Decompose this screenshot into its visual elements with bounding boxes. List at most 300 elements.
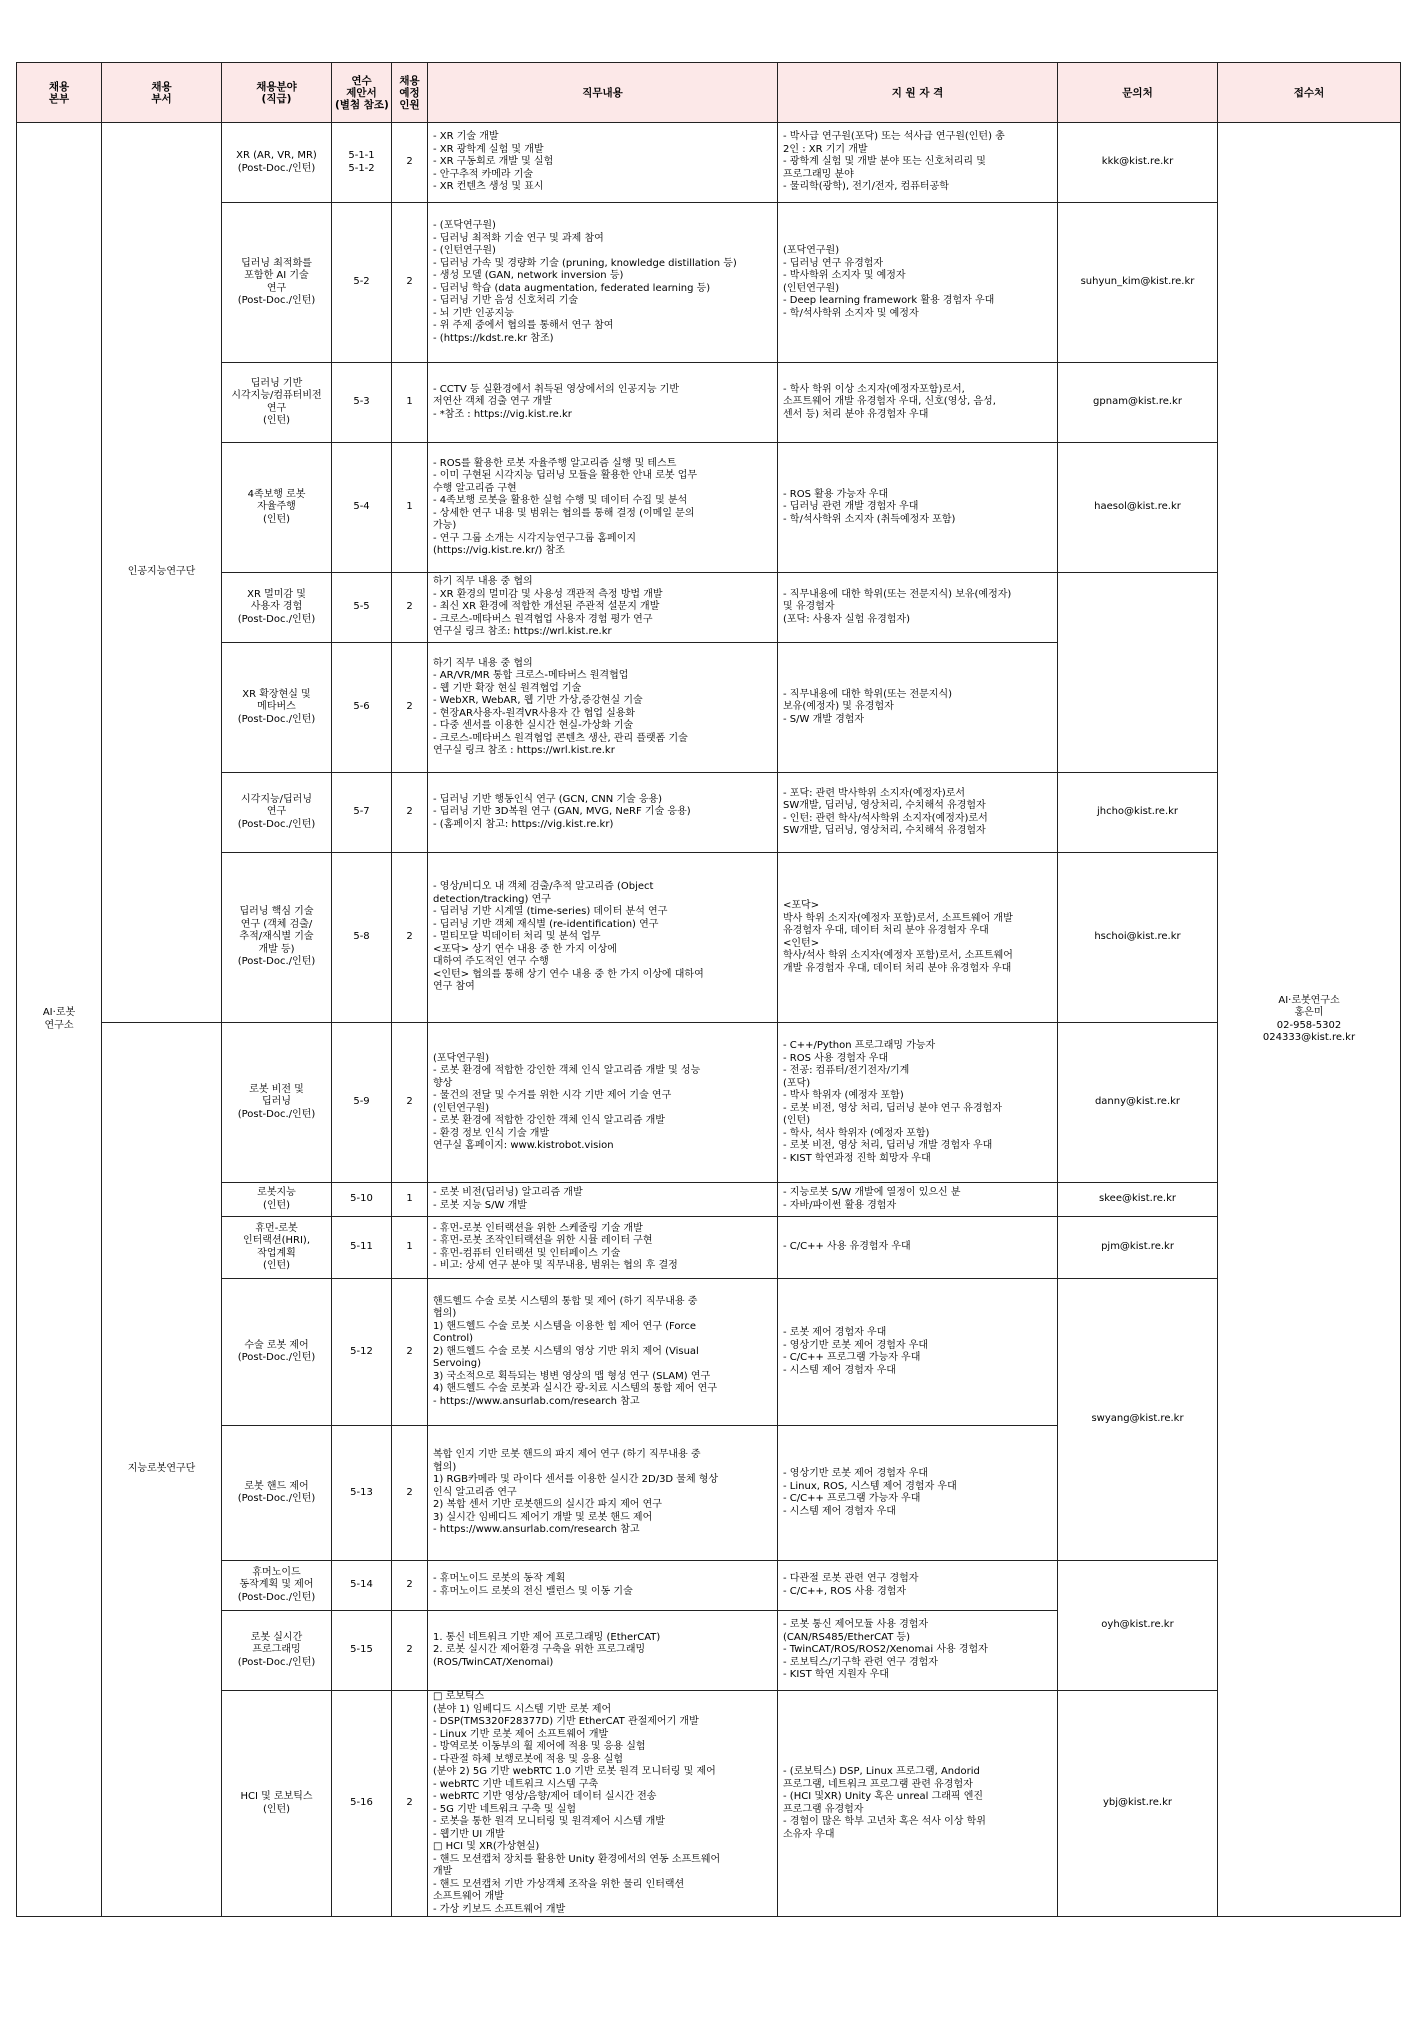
text-line: - C++/Python 프로그래밍 가능자 bbox=[783, 1040, 936, 1051]
text-line: - 딥러닝 관련 개발 경험자 우대 bbox=[783, 501, 919, 513]
contact-cell bbox=[1058, 773, 1218, 853]
recruitment-table-wrapper bbox=[16, 62, 1400, 1917]
code-cell bbox=[332, 1426, 392, 1561]
text-line: 5-9 bbox=[353, 1096, 370, 1108]
count-cell bbox=[392, 123, 428, 203]
text-line: <포닥> bbox=[783, 900, 820, 911]
text-line: - 크로스-메타버스 원격협업 콘텐츠 생산, 관리 플랫폼 기술 bbox=[433, 732, 688, 744]
table-row bbox=[17, 1217, 1401, 1279]
text-line: - XR 환경의 멀미감 및 사용성 객관적 측정 방법 개발 bbox=[433, 588, 663, 600]
duty-cell bbox=[428, 1691, 778, 1917]
text-line: 핸드헬드 수술 로봇 시스템의 통합 및 제어 (하기 직무내용 중 bbox=[433, 1295, 698, 1307]
text-line: 인원 bbox=[399, 98, 420, 111]
text-line: - S/W 개발 경험자 bbox=[783, 713, 865, 725]
text-line: (포닥: 사용자 실험 유경험자) bbox=[783, 613, 910, 625]
duty-cell bbox=[428, 853, 778, 1023]
field-cell bbox=[222, 443, 332, 573]
text-line: - 직무내용에 대한 학위(또는 전문지식) 보유(예정자) bbox=[783, 588, 1012, 600]
qual-cell bbox=[778, 643, 1058, 773]
text-line: (직급) bbox=[261, 92, 292, 105]
text-line: 5-1-2 bbox=[348, 162, 375, 174]
text-line: (CAN/RS485/EtherCAT 등) bbox=[783, 1631, 911, 1643]
text-line: 복합 인지 기반 로봇 핸드의 파지 제어 연구 (하기 직무내용 중 bbox=[433, 1449, 701, 1461]
text-line: 02-958-5302 bbox=[1276, 1019, 1342, 1031]
text-line: - XR 기술 개발 bbox=[433, 131, 499, 143]
text-line: 2 bbox=[406, 156, 413, 168]
text-line: - 학/석사학위 소지자 (취득예정자 포함) bbox=[783, 513, 956, 525]
header-code bbox=[332, 63, 392, 123]
contact-cell bbox=[1058, 853, 1218, 1023]
text-line: - 다중 센서를 이용한 실시간 현실-가상화 기술 bbox=[433, 720, 634, 731]
text-line: - XR 구동회로 개발 및 실험 bbox=[433, 156, 554, 168]
text-line: - (인턴연구원) bbox=[433, 245, 496, 256]
contact-cell bbox=[1058, 363, 1218, 443]
text-line: detection/tracking) 연구 bbox=[433, 893, 551, 905]
text-line: 인식 알고리즘 연구 bbox=[433, 1486, 517, 1498]
contact-cell bbox=[1058, 443, 1218, 573]
text-line: (ROS/TwinCAT/Xenomai) bbox=[433, 1656, 554, 1668]
text-line: - 딥러닝 기반 시계열 (time-series) 데이터 분석 연구 bbox=[433, 906, 668, 918]
text-line: 5-14 bbox=[350, 1579, 373, 1591]
text-line: - 다관절 하체 보행로봇에 적용 및 응용 실험 bbox=[433, 1753, 624, 1765]
table-row bbox=[17, 1183, 1401, 1217]
count-cell bbox=[392, 773, 428, 853]
text-line: 3) 국소적으로 획득되는 병변 영상의 맵 형성 연구 (SLAM) 연구 bbox=[433, 1370, 711, 1382]
text-line: 지능로봇연구단 bbox=[127, 1463, 196, 1475]
text-line: - 웹기반 UI 개발 bbox=[433, 1828, 505, 1840]
text-line: - 시스템 제어 경험자 우대 bbox=[783, 1364, 896, 1376]
text-line: 딥러닝 핵심 기술 bbox=[239, 906, 314, 918]
contact-cell bbox=[1058, 1217, 1218, 1279]
field-cell bbox=[222, 363, 332, 443]
text-line: <인턴> bbox=[783, 937, 820, 949]
text-line: (Post-Doc./인턴) bbox=[237, 1656, 316, 1668]
text-line: - ROS를 활용한 로봇 자율주행 알고리즘 실행 및 테스트 bbox=[433, 457, 677, 469]
text-line: 작업계획 bbox=[257, 1247, 296, 1259]
text-line: 5-15 bbox=[350, 1644, 373, 1656]
contact-cell bbox=[1058, 1561, 1218, 1691]
text-line: (별첨 참조) bbox=[335, 98, 389, 111]
text-line: 5-7 bbox=[353, 806, 370, 818]
text-line: - 현장AR사용자-원격VR사용자 간 협업 실용화 bbox=[433, 707, 636, 719]
text-line: (인턴) bbox=[783, 1115, 811, 1126]
contact-cell bbox=[1058, 573, 1218, 773]
table-row bbox=[17, 203, 1401, 363]
text-line: <인턴> 협의를 통해 상기 연수 내용 중 한 가지 이상에 대하여 bbox=[433, 968, 704, 980]
text-line: 하기 직무 내용 중 협의 bbox=[433, 576, 533, 588]
text-line: (Post-Doc./인턴) bbox=[237, 295, 316, 306]
duty-cell bbox=[428, 203, 778, 363]
text-line: 채용 bbox=[399, 74, 420, 87]
text-line: - 최신 XR 환경에 적합한 개선된 주관적 설문지 개발 bbox=[433, 601, 660, 613]
text-line: - 환경 정보 인식 기술 개발 bbox=[433, 1127, 550, 1139]
contact-cell bbox=[1058, 203, 1218, 363]
text-line: 딥러닝 bbox=[262, 1096, 291, 1108]
duty-cell bbox=[428, 1561, 778, 1611]
text-line: - 로봇 환경에 적합한 강인한 객체 인식 알고리즘 개발 및 성능 bbox=[433, 1065, 701, 1076]
text-line: - https://www.ansurlab.com/research 참고 bbox=[433, 1524, 640, 1536]
text-line: 인공지능연구단 bbox=[127, 566, 196, 578]
text-line: 연구 bbox=[266, 282, 287, 294]
code-cell bbox=[332, 1183, 392, 1217]
duty-cell bbox=[428, 1183, 778, 1217]
text-line: (인턴) bbox=[262, 1803, 291, 1815]
text-line: 채용 bbox=[151, 80, 172, 93]
text-line: 024333@kist.re.kr bbox=[1262, 1032, 1356, 1043]
count-cell bbox=[392, 643, 428, 773]
header-duty bbox=[428, 63, 778, 123]
text-line: - 휴머노이드 로봇의 전신 밸런스 및 이동 기술 bbox=[433, 1585, 633, 1597]
text-line: - WebXR, WebAR, 웹 기반 가상,증강현실 기술 bbox=[433, 695, 643, 706]
text-line: 부서 bbox=[151, 92, 172, 105]
text-line: 수행 알고리즘 구현 bbox=[433, 482, 517, 494]
header-dept bbox=[102, 63, 222, 123]
text-line: 유경험자 우대, 데이터 처리 분야 유경험자 우대 bbox=[783, 925, 989, 936]
code-cell bbox=[332, 1691, 392, 1917]
text-line: 2) 복합 센서 기반 로봇핸드의 실시간 파지 제어 연구 bbox=[433, 1499, 662, 1511]
text-line: - 핸드 모션캡처 장치를 활용한 Unity 환경에서의 연동 소프트웨어 bbox=[433, 1853, 721, 1865]
text-line: - Linux, ROS, 시스템 제어 경험자 우대 bbox=[783, 1480, 957, 1492]
text-line: 4족보행 로봇 bbox=[247, 488, 306, 500]
text-line: 프로그램 유경험자 bbox=[783, 1803, 864, 1815]
text-line: 2인 : XR 기기 개발 bbox=[783, 143, 868, 155]
text-line: (https://vig.kist.re.kr/) 참조 bbox=[433, 545, 565, 556]
text-line: oyh@kist.re.kr bbox=[1101, 1619, 1174, 1631]
text-line: 소유자 우대 bbox=[783, 1828, 835, 1840]
text-line: - KIST 학연과정 진학 희망자 우대 bbox=[783, 1152, 931, 1164]
text-line: 수술 로봇 제어 bbox=[244, 1339, 309, 1351]
text-line: 저연산 객체 검출 연구 개발 bbox=[433, 396, 552, 408]
text-line: - C/C++, ROS 사용 경험자 bbox=[783, 1585, 907, 1597]
text-line: - 인턴: 관련 학사/석사학위 소지자(예정자)로서 bbox=[783, 812, 988, 824]
contact-cell bbox=[1058, 1183, 1218, 1217]
text-line: (인턴) bbox=[262, 415, 291, 426]
text-line: - 4족보행 로봇을 활용한 실험 수행 및 데이터 수집 및 분석 bbox=[433, 495, 688, 506]
duty-cell bbox=[428, 773, 778, 853]
text-line: 연구소 bbox=[44, 1019, 74, 1031]
text-line: - *참조 : https://vig.kist.re.kr bbox=[433, 408, 572, 420]
duty-cell bbox=[428, 1279, 778, 1426]
field-cell bbox=[222, 1691, 332, 1917]
duty-cell bbox=[428, 573, 778, 643]
text-line: (Post-Doc./인턴) bbox=[237, 1108, 316, 1120]
text-line: - 위 주제 중에서 협의를 통해서 연구 참여 bbox=[433, 320, 614, 331]
qual-cell bbox=[778, 203, 1058, 363]
text-line: XR 확장현실 및 bbox=[242, 688, 311, 700]
recruitment-table bbox=[16, 62, 1401, 1917]
table-row bbox=[17, 573, 1401, 643]
text-line: - Linux 기반 로봇 제어 소프트웨어 개발 bbox=[433, 1728, 609, 1740]
text-line: - 로봇 제어 경험자 우대 bbox=[783, 1327, 887, 1338]
text-line: - 딥러닝 가속 및 경량화 기술 (pruning, knowledge distillation 등) bbox=[433, 257, 737, 269]
text-line: 포함한 AI 기술 bbox=[244, 270, 309, 281]
text-line: 휴머노이드 bbox=[252, 1566, 301, 1578]
text-line: 보유(예정자) 및 유경험자 bbox=[783, 701, 894, 713]
text-line: SW개발, 딥러닝, 영상처리, 수치해석 유경험자 bbox=[783, 825, 986, 836]
field-cell bbox=[222, 1561, 332, 1611]
text-line: - CCTV 등 실환경에서 취득된 영상에서의 인공지능 기반 bbox=[433, 383, 679, 395]
text-line: 2 bbox=[406, 276, 413, 288]
duty-cell bbox=[428, 1426, 778, 1561]
table-row bbox=[17, 773, 1401, 853]
text-line: - 딥러닝 연구 유경험자 bbox=[783, 257, 884, 269]
text-line: (Post-Doc./인턴) bbox=[237, 818, 316, 830]
text-line: - 딥러닝 최적화 기술 연구 및 과제 참여 bbox=[433, 232, 604, 244]
text-line: (인턴연구원) bbox=[783, 282, 840, 294]
text-line: Servoing) bbox=[433, 1358, 482, 1370]
text-line: - 물건의 전달 및 수거를 위한 시각 기반 제어 기술 연구 bbox=[433, 1090, 672, 1101]
text-line: 프로그래밍 bbox=[252, 1644, 301, 1656]
count-cell bbox=[392, 1426, 428, 1561]
text-line: 연구실 홈페이지: www.kistrobot.vision bbox=[433, 1140, 614, 1151]
text-line: (Post-Doc./인턴) bbox=[237, 956, 316, 968]
text-line: - https://www.ansurlab.com/research 참고 bbox=[433, 1395, 640, 1407]
text-line: (포닥) bbox=[783, 1077, 811, 1089]
header-count bbox=[392, 63, 428, 123]
text-line: 로봇 실시간 bbox=[250, 1631, 303, 1643]
header-field bbox=[222, 63, 332, 123]
table-body bbox=[17, 123, 1401, 1917]
text-line: AI·로봇 bbox=[42, 1007, 76, 1018]
text-line: - 크로스-메타버스 원격협업 사용자 경험 평가 연구 bbox=[433, 613, 653, 625]
field-cell bbox=[222, 123, 332, 203]
text-line: hschoi@kist.re.kr bbox=[1094, 931, 1181, 943]
text-line: 로봇지능 bbox=[257, 1187, 296, 1198]
field-cell bbox=[222, 1611, 332, 1691]
text-line: - 생성 모델 (GAN, network inversion 등) bbox=[433, 270, 624, 281]
text-line: 연구 bbox=[266, 402, 287, 414]
text-line: Control) bbox=[433, 1333, 474, 1345]
text-line: 1 bbox=[406, 396, 413, 408]
text-line: 5-13 bbox=[350, 1486, 373, 1498]
text-line: - 연구 그룹 소개는 시각지능연구그룹 홈페이지 bbox=[433, 532, 637, 544]
text-line: jhcho@kist.re.kr bbox=[1096, 806, 1179, 818]
text-line: - 박사 학위자 (예정자 포함) bbox=[783, 1090, 904, 1101]
text-line: - 멀티모달 빅데이터 처리 및 분석 업무 bbox=[433, 931, 601, 943]
field-cell bbox=[222, 1426, 332, 1561]
text-line: 학사/석사 학위 소지자(예정자 포함)로서, 소프트웨어 bbox=[783, 950, 1013, 961]
code-cell bbox=[332, 853, 392, 1023]
text-line: 센서 등) 처리 분야 유경험자 우대 bbox=[783, 408, 929, 420]
field-cell bbox=[222, 1217, 332, 1279]
code-cell bbox=[332, 443, 392, 573]
text-line: - 로봇 통신 제어모듈 사용 경험자 bbox=[783, 1619, 929, 1631]
qual-cell bbox=[778, 1561, 1058, 1611]
count-cell bbox=[392, 1217, 428, 1279]
text-line: 채용 bbox=[48, 80, 70, 93]
text-line: - 휴먼-로봇 조작인터랙션을 위한 시뮬 레이터 구현 bbox=[433, 1235, 653, 1246]
text-line: 5-2 bbox=[353, 276, 370, 288]
table-row bbox=[17, 853, 1401, 1023]
text-line: 및 유경험자 bbox=[783, 601, 835, 613]
text-line: - 영상기반 로봇 제어 경험자 우대 bbox=[783, 1339, 929, 1351]
code-cell bbox=[332, 643, 392, 773]
text-line: 1) 핸드헬드 수술 로봇 시스템을 이용한 힘 제어 연구 (Force bbox=[433, 1320, 697, 1332]
count-cell bbox=[392, 443, 428, 573]
text-line: (인턴연구원) bbox=[433, 1102, 490, 1114]
text-line: 휴먼-로봇 bbox=[255, 1222, 298, 1234]
text-line: 협의) bbox=[433, 1461, 457, 1473]
text-line: 2 bbox=[406, 1096, 413, 1108]
text-line: - 영상기반 로봇 제어 경험자 우대 bbox=[783, 1468, 929, 1479]
text-line: - 딥러닝 기반 3D복원 연구 (GAN, MVG, NeRF 기술 응용) bbox=[433, 806, 691, 818]
text-line: 추적/재식별 기술 bbox=[239, 931, 314, 943]
text-line: 시각지능/딥러닝 bbox=[241, 793, 312, 805]
text-line: - 휴머노이드 로봇의 동작 계획 bbox=[433, 1573, 566, 1584]
text-line: - 이미 구현된 시각지능 딥러닝 모듈을 활용한 안내 로봇 업무 bbox=[433, 470, 698, 481]
text-line: 동작계획 및 제어 bbox=[239, 1579, 314, 1591]
text-line: (포닥연구원) bbox=[433, 1052, 490, 1064]
count-cell bbox=[392, 853, 428, 1023]
text-line: 3) 실시간 임베디드 제어기 개발 및 로봇 핸드 제어 bbox=[433, 1511, 653, 1523]
text-line: suhyun_kim@kist.re.kr bbox=[1080, 276, 1195, 288]
text-line: 연구실 링크 참조: https://wrl.kist.re.kr bbox=[433, 626, 612, 638]
text-line: - webRTC 기반 영상/음향/제어 데이터 실시간 전송 bbox=[433, 1791, 657, 1802]
text-line: 직무내용 bbox=[582, 86, 623, 99]
text-line: - 로봇을 통한 원격 모니터링 및 원격제어 시스템 개발 bbox=[433, 1816, 665, 1827]
text-line: - 경험이 많은 학부 고년차 혹은 석사 이상 학위 bbox=[783, 1816, 986, 1827]
text-line: (Post-Doc./인턴) bbox=[237, 613, 316, 625]
text-line: swyang@kist.re.kr bbox=[1091, 1413, 1184, 1425]
text-line: - KIST 학연 지원자 우대 bbox=[783, 1669, 889, 1681]
text-line: 1 bbox=[406, 1241, 413, 1253]
text-line: - 뇌 기반 인공지능 bbox=[433, 307, 514, 319]
text-line: - (홈페이지 참고: https://vig.kist.re.kr) bbox=[433, 818, 614, 830]
text-line: 박사 학위 소지자(예정자 포함)로서, 소프트웨어 개발 bbox=[783, 912, 1013, 924]
text-line: 메타버스 bbox=[257, 701, 296, 713]
text-line: - C/C++ 프로그램 가능자 우대 bbox=[783, 1352, 921, 1363]
table-row bbox=[17, 443, 1401, 573]
text-line: 프로그램, 네트워크 프로그램 관련 유경험자 bbox=[783, 1778, 973, 1790]
code-cell bbox=[332, 1561, 392, 1611]
text-line: - 딥러닝 기반 객체 재식별 (re-identification) 연구 bbox=[433, 918, 659, 930]
text-line: 5-8 bbox=[353, 931, 370, 943]
text-line: (Post-Doc./인턴) bbox=[237, 162, 316, 174]
text-line: - 딥러닝 기반 행동인식 연구 (GCN, CNN 기술 응용) bbox=[433, 793, 663, 805]
text-line: 협의) bbox=[433, 1308, 457, 1320]
text-line: 5-3 bbox=[353, 396, 370, 408]
text-line: - 로봇 비전, 영상 처리, 딥러닝 개발 경험자 우대 bbox=[783, 1140, 993, 1151]
text-line: 2 bbox=[406, 701, 413, 713]
header-division bbox=[17, 63, 102, 123]
text-line: kkk@kist.re.kr bbox=[1101, 156, 1174, 168]
table-row bbox=[17, 1561, 1401, 1611]
text-line: 채용분야 bbox=[256, 80, 297, 93]
text-line: - 5G 기반 네트워크 구축 및 실험 bbox=[433, 1803, 577, 1815]
text-line: 연수 bbox=[351, 74, 372, 87]
qual-cell bbox=[778, 773, 1058, 853]
text-line: XR (AR, VR, MR) bbox=[236, 150, 317, 161]
text-line: 5-10 bbox=[350, 1193, 373, 1205]
text-line: 1 bbox=[406, 501, 413, 513]
text-line: - webRTC 기반 네트워크 시스템 구축 bbox=[433, 1778, 599, 1790]
text-line: 사용자 경험 bbox=[250, 601, 303, 613]
text-line: - 박사급 연구원(포닥) 또는 석사급 연구원(인턴) 총 bbox=[783, 131, 1005, 143]
text-line: □ 로보틱스 bbox=[433, 1691, 485, 1702]
contact-cell bbox=[1058, 1279, 1218, 1561]
text-line: HCI 및 로보틱스 bbox=[240, 1791, 313, 1802]
text-line: - 딥러닝 학습 (data augmentation, federated learning 등) bbox=[433, 282, 711, 294]
field-cell bbox=[222, 1279, 332, 1426]
text-line: - 학/석사학위 소지자 및 예정자 bbox=[783, 307, 919, 319]
text-line: - 로보틱스/기구학 관련 연구 경험자 bbox=[783, 1656, 938, 1668]
text-line: 4) 핸드헬드 수술 로봇과 실시간 광-치료 시스템의 통합 제어 연구 bbox=[433, 1383, 717, 1395]
text-line: - 물리학(광학), 전기/전자, 컴퓨터공학 bbox=[783, 181, 949, 193]
text-line: - 로봇 비전(딥러닝) 알고리즘 개발 bbox=[433, 1187, 583, 1198]
text-line: 딥러닝 기반 bbox=[250, 377, 303, 389]
contact-cell bbox=[1058, 1023, 1218, 1183]
header-contact bbox=[1058, 63, 1218, 123]
text-line: 제안서 bbox=[346, 86, 377, 99]
text-line: 5-1-1 bbox=[348, 150, 375, 161]
text-line: 하기 직무 내용 중 협의 bbox=[433, 657, 533, 669]
text-line: 5-5 bbox=[353, 601, 370, 613]
field-cell bbox=[222, 853, 332, 1023]
qual-cell bbox=[778, 1426, 1058, 1561]
text-line: 5-11 bbox=[350, 1241, 373, 1253]
text-line: - 자바/파이썬 활용 경험자 bbox=[783, 1199, 897, 1211]
text-line: 대하여 주도적인 연구 수행 bbox=[433, 956, 549, 968]
text-line: (포닥연구원) bbox=[783, 245, 840, 256]
text-line: - (HCI 및XR) Unity 혹은 unreal 그래픽 엔진 bbox=[783, 1791, 984, 1802]
text-line: - ROS 활용 가능자 우대 bbox=[783, 488, 889, 500]
count-cell bbox=[392, 363, 428, 443]
duty-cell bbox=[428, 363, 778, 443]
text-line: - 학사, 석사 학위자 (예정자 포함) bbox=[783, 1127, 930, 1139]
duty-cell bbox=[428, 443, 778, 573]
text-line: - XR 컨텐츠 생성 및 표시 bbox=[433, 181, 544, 193]
text-line: - 로봇 환경에 적합한 강인한 객체 인식 알고리즘 개발 bbox=[433, 1115, 665, 1126]
count-cell bbox=[392, 573, 428, 643]
contact-cell bbox=[1058, 1691, 1218, 1917]
qual-cell bbox=[778, 123, 1058, 203]
qual-cell bbox=[778, 363, 1058, 443]
text-line: (인턴) bbox=[262, 1260, 291, 1271]
text-line: - Deep learning framework 활용 경험자 우대 bbox=[783, 295, 995, 306]
code-cell bbox=[332, 773, 392, 853]
text-line: 소프트웨어 개발 유경험자 우대, 신호(영상, 음성, bbox=[783, 396, 996, 408]
text-line: pjm@kist.re.kr bbox=[1101, 1241, 1174, 1253]
text-line: (Post-Doc./인턴) bbox=[237, 1591, 316, 1603]
text-line: (Post-Doc./인턴) bbox=[237, 713, 316, 725]
header-qual bbox=[778, 63, 1058, 123]
text-line: 1 bbox=[406, 1193, 413, 1205]
text-line: - 비고: 상세 연구 분야 및 직무내용, 범위는 협의 후 결정 bbox=[433, 1260, 678, 1271]
code-cell bbox=[332, 363, 392, 443]
qual-cell bbox=[778, 1023, 1058, 1183]
duty-cell bbox=[428, 123, 778, 203]
text-line: 5-4 bbox=[353, 501, 370, 513]
text-line: - 핸드 모션캡처 기반 가상객체 조작을 위한 물리 인터랙션 bbox=[433, 1878, 685, 1890]
qual-cell bbox=[778, 1611, 1058, 1691]
text-line: skee@kist.re.kr bbox=[1099, 1193, 1176, 1205]
field-cell bbox=[222, 773, 332, 853]
text-line: - 방역로봇 이동부의 휠 제어에 적용 및 응용 실험 bbox=[433, 1741, 646, 1752]
text-line: 프로그래밍 분야 bbox=[783, 168, 854, 180]
count-cell bbox=[392, 203, 428, 363]
text-line: (Post-Doc./인턴) bbox=[237, 1493, 316, 1504]
field-cell bbox=[222, 1023, 332, 1183]
text-line: - TwinCAT/ROS/ROS2/Xenomai 사용 경험자 bbox=[783, 1644, 988, 1656]
text-line: gpnam@kist.re.kr bbox=[1093, 396, 1182, 408]
text-line: - (https://kdst.re.kr 참조) bbox=[433, 332, 554, 344]
text-line: (분야 1) 임베디드 시스템 기반 로봇 제어 bbox=[433, 1703, 612, 1715]
division-cell bbox=[17, 123, 102, 1917]
text-line: - 영상/비디오 내 객체 검출/추적 알고리즘 (Object bbox=[433, 881, 654, 893]
table-row bbox=[17, 1691, 1401, 1917]
text-line: 접수처 bbox=[1293, 86, 1325, 99]
text-line: - 딥러닝 기반 음성 신호처리 기술 bbox=[433, 295, 579, 306]
